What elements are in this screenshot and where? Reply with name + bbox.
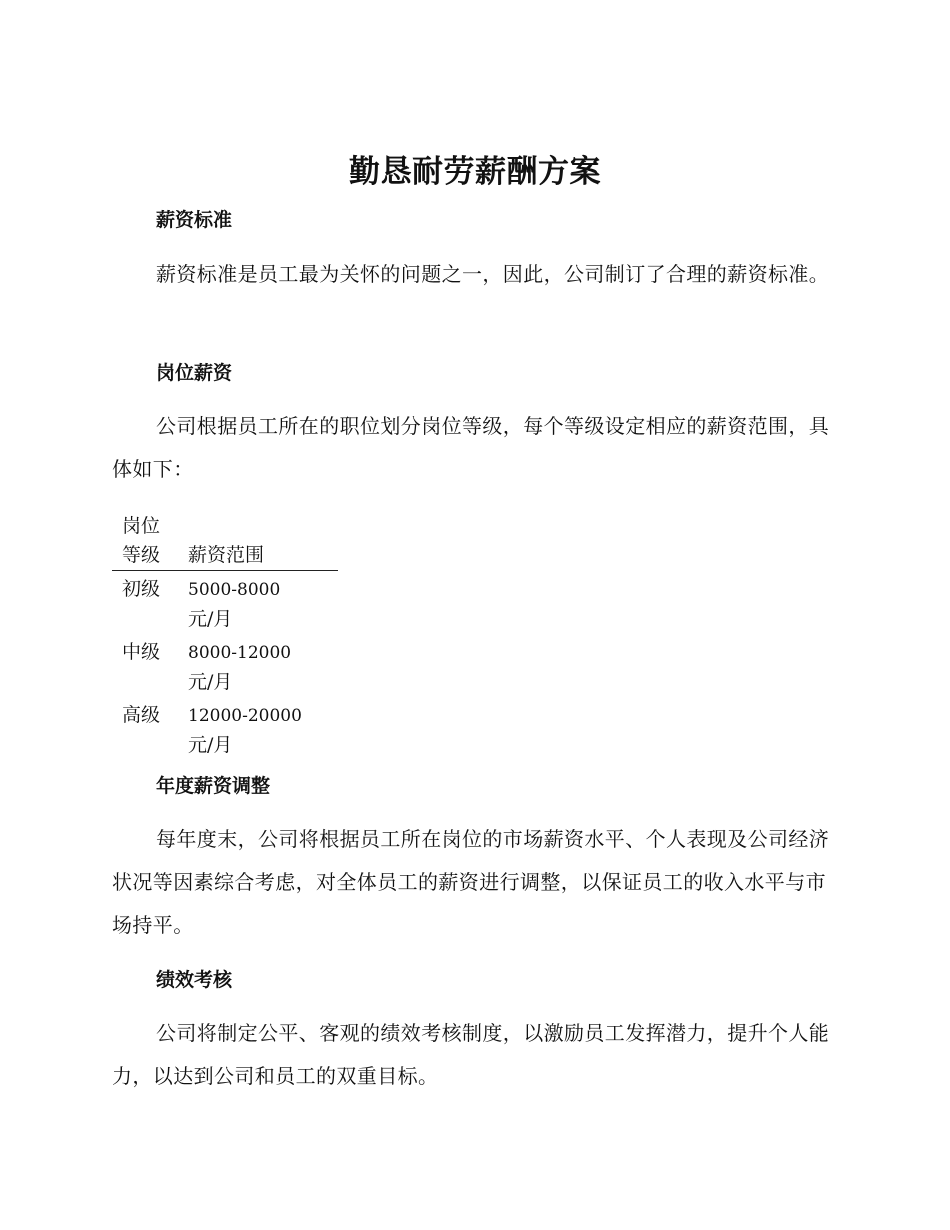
section-body-salary-standard: 薪资标准是员工最为关怀的问题之一，因此，公司制订了合理的薪资标准。 — [156, 262, 830, 286]
table-header-range: 薪资范围 — [178, 510, 338, 571]
table-header-row — [112, 510, 338, 571]
salary-range-value: 8000-12000 — [188, 643, 292, 663]
section-body-performance-review: 公司将制定公平、客观的绩效考核制度，以激励员工发挥潜力，提升个人能力，以达到公司和员工的双重目标。 — [112, 1021, 830, 1088]
table-cell-range — [178, 634, 338, 697]
section-heading-position-salary: 岗位薪资 — [156, 362, 233, 384]
table-header-level: 岗位等级 — [112, 510, 178, 571]
section-heading-annual-adjustment: 年度薪资调整 — [156, 775, 271, 797]
section-body-annual-adjustment: 每年度末，公司将根据员工所在岗位的市场薪资水平、个人表现及公司经济状况等因素综合考虑，对全体员工的薪资进行调整，以保证员工的收入水平与市场持平。 — [112, 827, 830, 937]
table-cell-range — [178, 571, 338, 635]
table-cell-level: 初级 — [122, 578, 161, 600]
table-cell-level: 中级 — [122, 641, 161, 663]
salary-table — [112, 510, 338, 760]
table-row — [112, 634, 338, 697]
document-title: 勤恳耐劳薪酬方案 — [349, 154, 601, 190]
table-row — [112, 697, 338, 760]
section-heading-performance-review: 绩效考核 — [156, 969, 233, 991]
section-heading-salary-standard: 薪资标准 — [156, 209, 233, 231]
section-body-position-salary: 公司根据员工所在的职位划分岗位等级，每个等级设定相应的薪资范围，具体如下： — [112, 414, 830, 481]
salary-range-value: 5000-8000 — [188, 580, 281, 600]
table-cell-level: 高级 — [122, 704, 161, 726]
table-row — [112, 571, 338, 635]
table-cell-range — [178, 697, 338, 760]
salary-range-unit: 元/月 — [188, 671, 233, 693]
salary-range-unit: 元/月 — [188, 734, 233, 756]
salary-range-unit: 元/月 — [188, 608, 233, 630]
salary-range-value: 12000-20000 — [188, 706, 302, 726]
